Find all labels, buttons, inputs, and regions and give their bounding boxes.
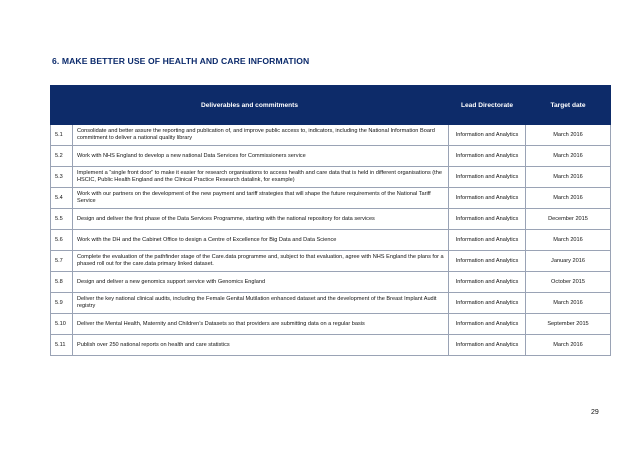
table-row [51,251,611,272]
row-deliverable: Implement a “single front door” to make it easier for research organisations to access health and care data that is held in different organisations (the HSCIC, Public Health England and the Clinical Practice Research datalink, for example) [73,167,449,188]
row-deliverable: Complete the evaluation of the pathfinder stage of the Care.data programme and, subject to that evaluation, agree with NHS England the plans for a phased roll out for the care.data primary linked dataset. [73,251,449,272]
section-heading: 6. MAKE BETTER USE OF HEALTH AND CARE INFORMATION [52,56,310,66]
row-number: 5.6 [51,230,73,251]
row-lead-directorate: Information and Analytics [449,293,526,314]
row-number: 5.11 [51,335,73,356]
row-target-date: March 2016 [526,167,611,188]
row-target-date: September 2015 [526,314,611,335]
row-lead-directorate: Information and Analytics [449,209,526,230]
row-deliverable: Deliver the Mental Health, Maternity and Children’s Datasets so that providers are submitting data on a regular basis [73,314,449,335]
row-number: 5.2 [51,146,73,167]
row-lead-directorate: Information and Analytics [449,146,526,167]
row-deliverable: Work with NHS England to develop a new national Data Services for Commissioners service [73,146,449,167]
row-lead-directorate: Information and Analytics [449,314,526,335]
header-lead-directorate: Lead Directorate [449,86,526,125]
row-target-date: January 2016 [526,251,611,272]
table-row [51,167,611,188]
table-row [51,230,611,251]
row-target-date: March 2016 [526,293,611,314]
row-number: 5.8 [51,272,73,293]
row-target-date: March 2016 [526,230,611,251]
row-number: 5.10 [51,314,73,335]
row-number: 5.5 [51,209,73,230]
table-row [51,188,611,209]
row-lead-directorate: Information and Analytics [449,230,526,251]
row-deliverable: Consolidate and better assure the reporting and publication of, and improve public access to, indicators, including the National Information Board commitment to deliver a national quality library [73,125,449,146]
table-row [51,209,611,230]
row-number: 5.9 [51,293,73,314]
table-row [51,335,611,356]
row-number: 5.1 [51,125,73,146]
table-row [51,125,611,146]
deliverables-table [50,85,611,356]
row-deliverable: Work with the DH and the Cabinet Office to design a Centre of Excellence for Big Data and Data Science [73,230,449,251]
row-deliverable: Deliver the key national clinical audits, including the Female Genital Mutilation enhanced dataset and the development of the Breast Implant Audit registry [73,293,449,314]
row-deliverable: Work with our partners on the development of the new payment and tariff strategies that will shape the future requirements of the National Tariff Service [73,188,449,209]
row-target-date: October 2015 [526,272,611,293]
row-number: 5.4 [51,188,73,209]
table-row [51,293,611,314]
row-target-date: March 2016 [526,125,611,146]
row-lead-directorate: Information and Analytics [449,167,526,188]
table-header-row [51,86,611,125]
row-target-date: March 2016 [526,146,611,167]
page-number: 29 [591,409,599,416]
row-deliverable: Design and deliver the first phase of the Data Services Programme, starting with the national repository for data services [73,209,449,230]
row-target-date: December 2015 [526,209,611,230]
row-lead-directorate: Information and Analytics [449,335,526,356]
row-lead-directorate: Information and Analytics [449,251,526,272]
row-number: 5.3 [51,167,73,188]
table-row [51,272,611,293]
row-deliverable: Publish over 250 national reports on health and care statistics [73,335,449,356]
row-lead-directorate: Information and Analytics [449,125,526,146]
row-lead-directorate: Information and Analytics [449,272,526,293]
row-target-date: March 2016 [526,188,611,209]
row-lead-directorate: Information and Analytics [449,188,526,209]
row-target-date: March 2016 [526,335,611,356]
header-deliverables: Deliverables and commitments [51,86,449,125]
table-body [51,125,611,356]
row-deliverable: Design and deliver a new genomics support service with Genomics England [73,272,449,293]
header-target-date: Target date [526,86,611,125]
row-number: 5.7 [51,251,73,272]
table-row [51,314,611,335]
table-row [51,146,611,167]
